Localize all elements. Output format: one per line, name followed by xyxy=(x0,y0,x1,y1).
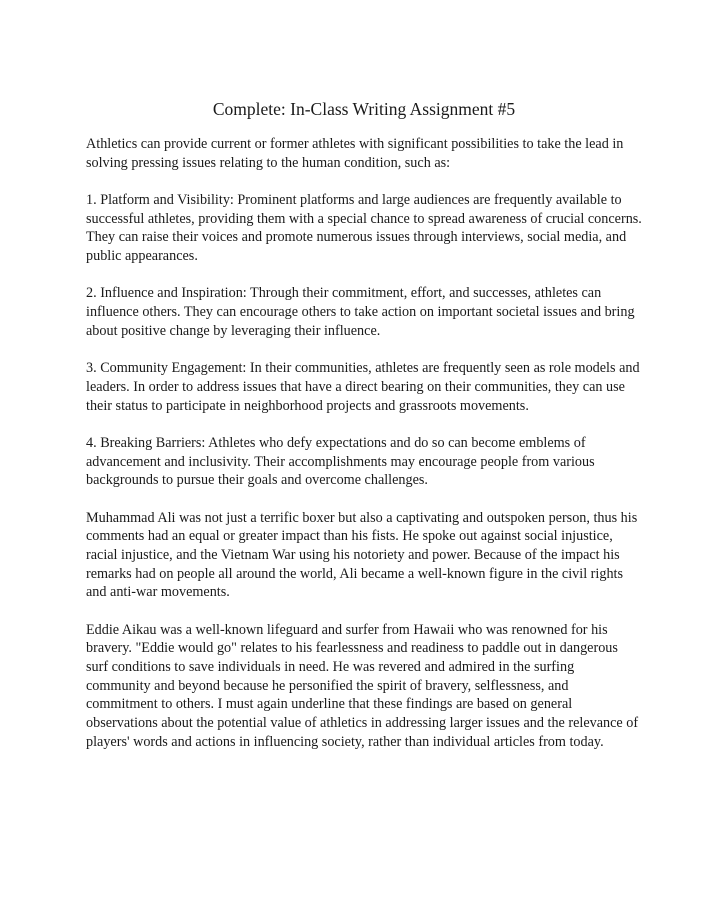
eddie-aikau-paragraph: Eddie Aikau was a well-known lifeguard and surfer from Hawaii who was renowned for his bravery. "Eddie would go" relates to his fearlessness and readiness to paddle out in dangerous surf conditions to save individuals in need. He was revered and admired in the surfing community and beyond because he personified the spirit of bravery, selflessness, and commitment to others. I must again underline that these findings are based on general observations about the potential value of athletics in addressing larger issues and the relevance of players' words and actions in influencing society, rather than individual articles from today. xyxy=(86,621,639,750)
muhammad-ali-paragraph: Muhammad Ali was not just a terrific boxer but also a captivating and outspoken person, thus his comments had an equal or greater impact than his fists. He spoke out against social injustice, racial injustice, and the Vietnam War using his notoriety and power. Because of the impact his remarks had on people all around the world, Ali became a well-known figure in the civil rights and anti-war movements. xyxy=(86,509,638,601)
intro-paragraph: Athletics can provide current or former athletes with significant possibilities to take the lead in solving pressing issues relating to the human condition, such as: xyxy=(86,136,624,171)
platform-visibility-paragraph: 1. Platform and Visibility: Prominent platforms and large audiences are frequently available to successful athletes, providing them with a special chance to spread awareness of crucial concerns. They can raise their voices and promote numerous issues through interviews, social media, and public appearances. xyxy=(86,192,642,265)
breaking-barriers-paragraph: 4. Breaking Barriers: Athletes who defy expectations and do so can become emblems of advancement and inclusivity. Their accomplishments may encourage people from various backgrounds to pursue their goals and overcome challenges. xyxy=(86,434,595,489)
influence-inspiration-paragraph: 2. Influence and Inspiration: Through their commitment, effort, and successes, athletes can influence others. They can encourage others to take action on important societal issues and bring about positive change by leveraging their influence. xyxy=(86,285,635,339)
community-engagement-paragraph: 3. Community Engagement: In their communities, athletes are frequently seen as role models and leaders. In order to address issues that have a direct bearing on their communities, they can use their status to participate in neighborhood projects and grassroots movements. xyxy=(86,360,640,414)
document-title: Complete: In-Class Writing Assignment #5 xyxy=(212,99,516,119)
